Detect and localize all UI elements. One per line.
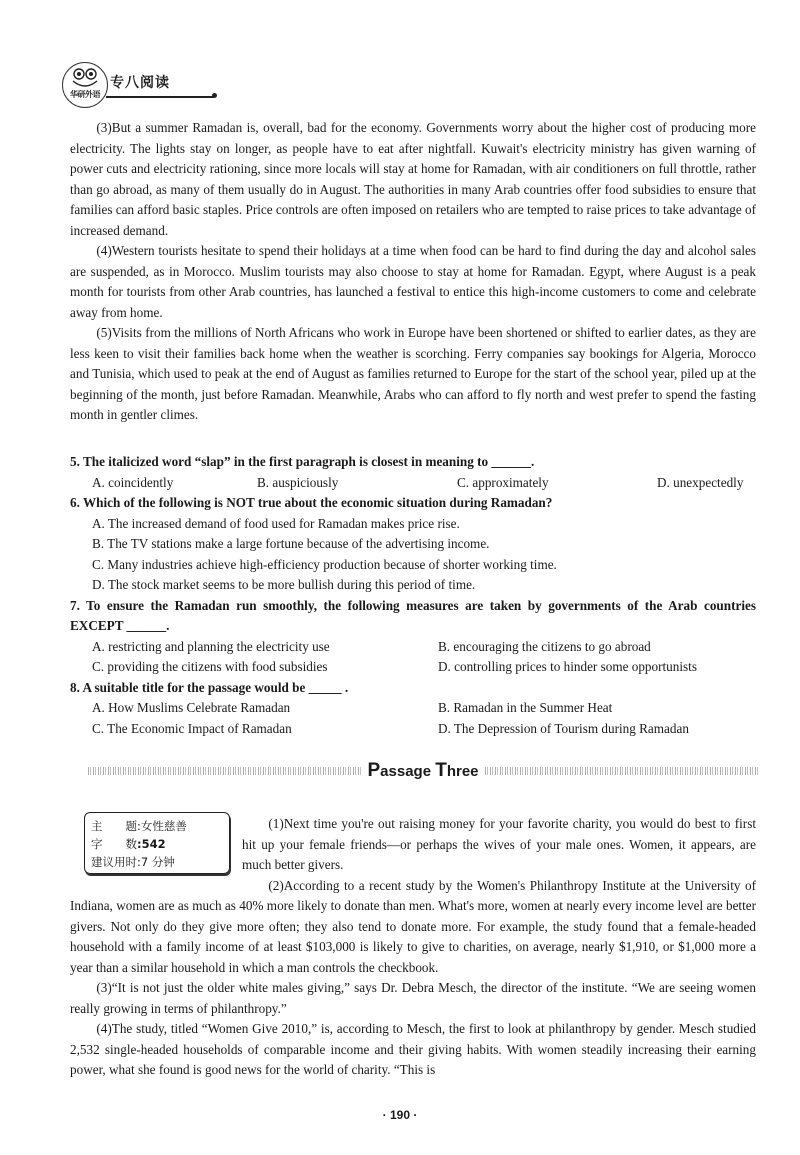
page-number: · 190 · (382, 1108, 418, 1122)
option-c[interactable]: C. providing the citizens with food subsidies (92, 659, 328, 674)
paragraph-2: (2)According to a recent study by the Women's Philanthropy Institute at the University of Indiana, women are as much as 40% more likely to donate than men. What's more, women at nearly every income level are better givers. Not only do they give more often; they also tend to donate more. For example, the study found that a female-headed household with a family income of at least $103,000 is likely to give to charities, on average, nearly $1,910, or $1,000 more a year than a similar household in which a man controls the checkbook. (70, 877, 756, 975)
question-8-options-row1 (92, 698, 756, 719)
passage-two-body (70, 118, 756, 426)
option-b[interactable]: B. auspiciously (257, 474, 339, 490)
paragraph-3: (3)“It is not just the older white males giving,” says Dr. Debra Mesch, the director of the institute. “We are seeing women really growing in terms of philanthropy.” (70, 980, 756, 1016)
option-a[interactable]: A. restricting and planning the electricity use (92, 638, 330, 654)
option-b[interactable]: B. The TV stations make a large fortune because of the advertising income. (92, 536, 490, 551)
option-c[interactable]: C. The Economic Impact of Ramadan (92, 720, 292, 736)
option-c[interactable]: C. Many industries achieve high-efficiency production because of shorter working time. (92, 556, 557, 572)
topic-row: 主 题 :女性慈善 (91, 819, 187, 833)
paragraph-3: (3)But a summer Ramadan is, overall, bad for the economy. Governments worry about the higher cost of producing more electricity. The lights stay on longer, as people have to eat after nightfall. Kuwait's electricity ministry has given warning of power cuts and electricity rationing, since more locals will stay at home for Ramadan, with air conditioners on full throttle, rather than go abroad, as many of them usually do in August. The authorities in many Arab countries offer food subsidies to ensure that families can afford basic staples. Price controls are often imposed on retailers who are tempted to raise prices to take advantage of increased demand. (70, 120, 756, 238)
word-count-row: 字 数 :542 (91, 837, 166, 851)
header-dot (212, 93, 217, 98)
option-a[interactable]: A. coincidently (92, 474, 174, 490)
page-header (62, 62, 222, 108)
decorative-hatch-right (485, 767, 758, 775)
option-c[interactable]: C. approximately (457, 474, 549, 490)
option-b[interactable]: B. encouraging the citizens to go abroad (438, 638, 651, 654)
logo-text: 华研外语 (70, 90, 100, 99)
question-7-stem: 7. To ensure the Ramadan run smoothly, the following measures are taken by governments of the Arab countries EXCEPT ______. (70, 597, 756, 633)
header-underline (106, 96, 214, 98)
paragraph-1: (1)Next time you're out raising money for your favorite charity, you would do best to first hit up your female friends—or perhaps the wives of your male ones. Women, it appears, are much better givers. (242, 816, 756, 872)
questions-section (70, 452, 756, 739)
question-5-options (92, 473, 756, 494)
passage-three-heading (88, 760, 758, 782)
decorative-hatch-left (88, 767, 361, 775)
option-d[interactable]: D. controlling prices to hinder some opportunists (438, 659, 697, 674)
paragraph-4: (4)The study, titled “Women Give 2010,” is, according to Mesch, the first to look at philanthropy by gender. Mesch studied 2,532 single-headed households of comparable income and their giving habits. With women steadily increasing their earning power, what she found is good news for the world of charity. “This is (70, 1021, 756, 1077)
question-6-stem: 6. Which of the following is NOT true about the economic situation during Ramadan? (70, 495, 553, 510)
option-d[interactable]: D. unexpectedly (657, 474, 744, 490)
question-7-options-row2 (92, 657, 756, 678)
paragraph-4: (4)Western tourists hesitate to spend their holidays at a time when food can be hard to find during the day and alcohol sales are suspended, as in Morocco. Muslim tourists may also choose to stay at home for Ramadan. Egypt, where August is a peak month for tourists from other Arab countries, has launched a festival to entice this high-income customers to come and celebrate away from home. (70, 243, 756, 320)
question-7-options-row1 (92, 637, 756, 658)
paragraph-5: (5)Visits from the millions of North Africans who work in Europe have been shortened or shifted to earlier dates, as they are less keen to visit their families back home when the weather is scorching. Ferry companies say bookings for Algeria, Morocco and Tunisia, which used to peak at the end of August as families returned to Europe for the start of the school year, piled up at the beginning of the month, just before Ramadan. Meanwhile, Arabs who can afford to fly north and west prefer to spend the fasting month in gentler climes. (70, 325, 756, 422)
frog-logo-icon (62, 62, 108, 108)
option-d[interactable]: D. The stock market seems to be more bullish during this period of time. (92, 577, 476, 592)
question-8-options-row2 (92, 719, 756, 740)
passage-three-body (70, 814, 756, 1081)
section-title: 专八阅读 (110, 75, 170, 91)
passage-title: Passage Three (367, 760, 479, 781)
option-a[interactable]: A. The increased demand of food used for Ramadan makes price rise. (92, 515, 460, 531)
option-d[interactable]: D. The Depression of Tourism during Ramadan (438, 720, 689, 736)
suggested-time-row: 建议用时 :7 分钟 (91, 855, 175, 869)
infobox-spacer (70, 814, 242, 894)
question-8-stem: 8. A suitable title for the passage would be _____ . (70, 679, 349, 695)
option-b[interactable]: B. Ramadan in the Summer Heat (438, 700, 613, 715)
question-5-stem: 5. The italicized word “slap” in the first paragraph is closest in meaning to ______. (70, 454, 535, 469)
option-a[interactable]: A. How Muslims Celebrate Ramadan (92, 700, 291, 715)
